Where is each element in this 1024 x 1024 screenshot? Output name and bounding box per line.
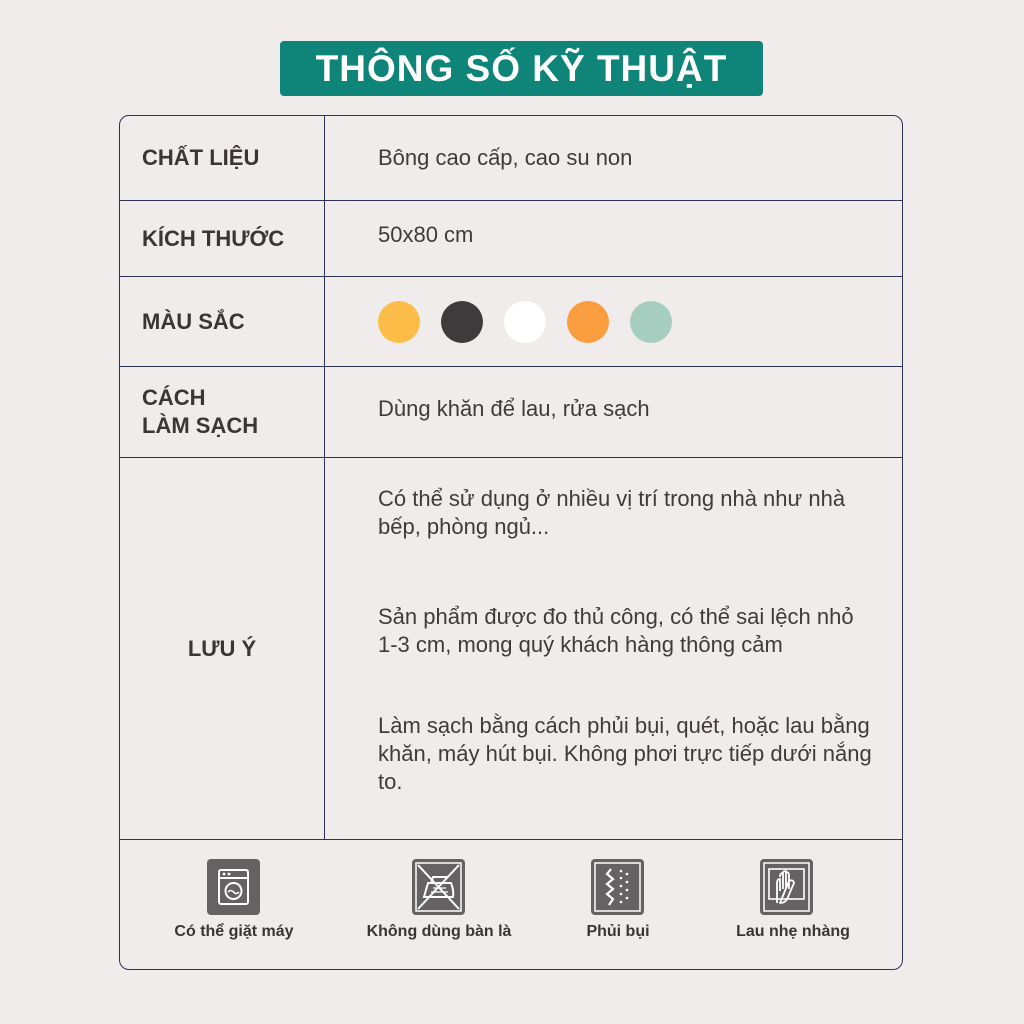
size-label: KÍCH THƯỚC: [120, 201, 325, 276]
colors-value: [378, 277, 872, 366]
color-swatches: [378, 301, 672, 343]
cleaning-row: [120, 367, 902, 458]
care-label: Không dùng bàn là: [366, 923, 512, 940]
wipe-hand-icon: [760, 859, 813, 915]
dust-brush-icon: [591, 859, 644, 915]
cleaning-label: [120, 367, 325, 457]
care-instructions: [120, 840, 902, 970]
care-label: Có thể giặt máy: [174, 923, 294, 940]
colors-row: [120, 277, 902, 367]
spec-table: [119, 115, 903, 970]
notes-label: LƯU Ý: [120, 458, 325, 839]
colors-label: MÀU SẮC: [120, 277, 325, 366]
page-title: THÔNG SỐ KỸ THUẬT: [315, 47, 728, 89]
size-value: 50x80 cm: [378, 221, 474, 247]
no-iron-icon: [412, 859, 465, 915]
care-label: Lau nhẹ nhàng: [736, 923, 850, 940]
note-item: Sản phẩm được đo thủ công, có thể sai lệch nhỏ 1-3 cm, mong quý khách hàng thông cảm: [378, 604, 854, 657]
size-row: [120, 201, 902, 277]
title-banner: [280, 41, 763, 96]
note-item: Làm sạch bằng cách phủi bụi, quét, hoặc lau bằng khăn, máy hút bụi. Không phơi trực tiếp dưới nắng to.: [378, 713, 872, 794]
cleaning-label-line-2: LÀM SẠCH: [142, 413, 259, 438]
color-swatch-white[interactable]: [504, 301, 546, 343]
note-item: Có thể sử dụng ở nhiều vị trí trong nhà như nhà bếp, phòng ngủ...: [378, 486, 846, 539]
material-label: CHẤT LIỆU: [120, 116, 325, 200]
color-swatch-mint[interactable]: [630, 301, 672, 343]
care-label: Phủi bụi: [586, 923, 650, 940]
cleaning-label-line-1: CÁCH: [142, 385, 206, 410]
color-swatch-yellow[interactable]: [378, 301, 420, 343]
color-swatch-dark-gray[interactable]: [441, 301, 483, 343]
cleaning-value: Dùng khăn để lau, rửa sạch: [378, 396, 650, 421]
material-row: [120, 116, 902, 201]
color-swatch-orange[interactable]: [567, 301, 609, 343]
notes-row: [120, 458, 902, 840]
material-value: Bông cao cấp, cao su non: [378, 145, 633, 170]
washing-machine-icon: [207, 859, 260, 915]
